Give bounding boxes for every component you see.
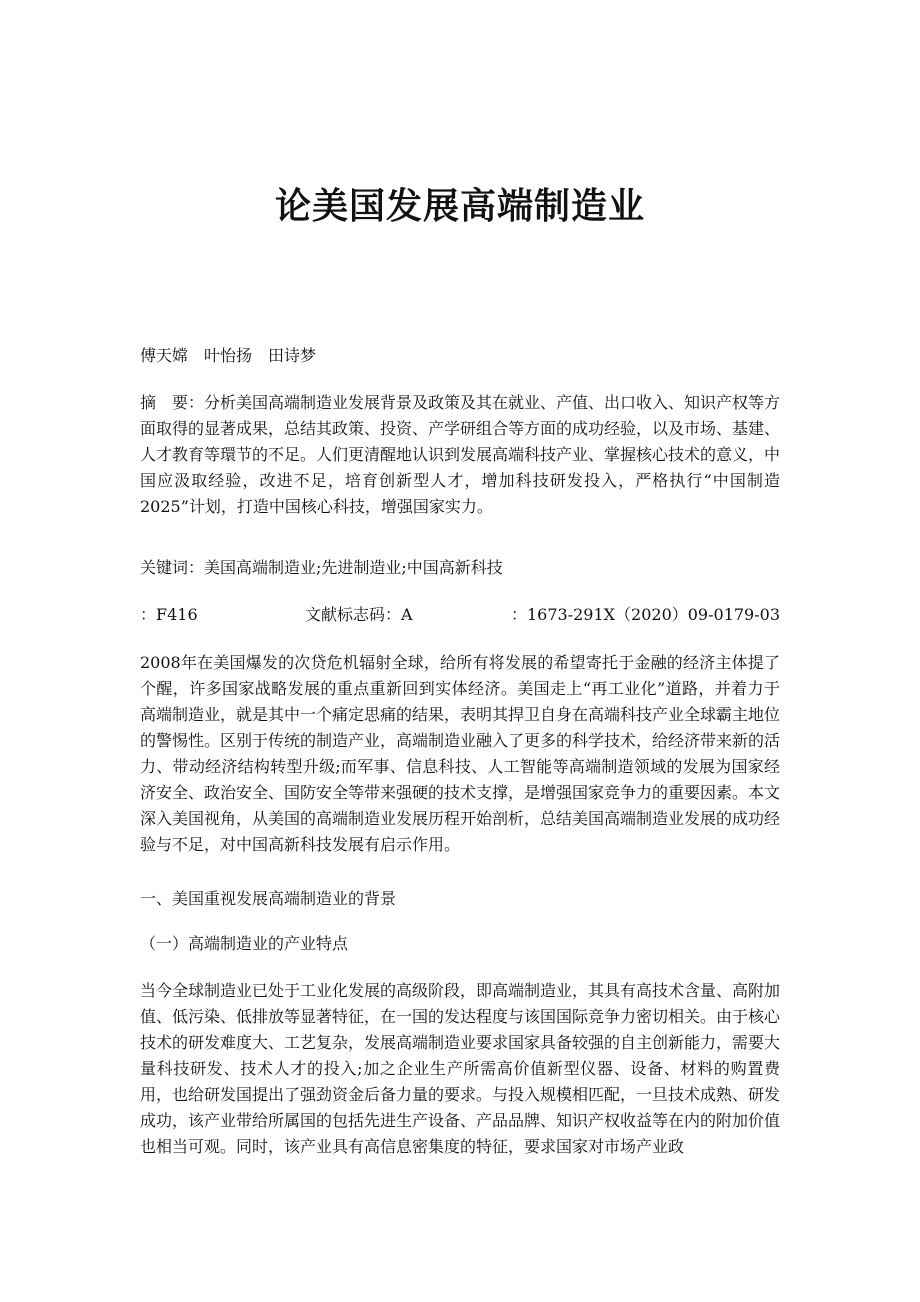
section-heading: 一、美国重视发展高端制造业的背景	[140, 889, 397, 908]
classification-line	[140, 602, 780, 628]
classification-number: ：F416	[140, 605, 198, 624]
keywords-line: 关键词：美国高端制造业;先进制造业;中国高新科技	[140, 558, 503, 577]
document-title: 论美国发展高端制造业	[274, 186, 645, 227]
author-list: 傅天嫦 叶怡扬 田诗梦	[140, 346, 317, 365]
body-paragraph: 当今全球制造业已处于工业化发展的高级阶段，即高端制造业，其具有高技术含量、高附加值、低污染、低排放等显著特征，在一国的发达程度与该国国际竞争力密切相关。由于核心技术的研发难度大、工艺复杂，发展高端制造业要求国家具备较强的自主创新能力，需要大量科技研发、技术人才的投入;加之企业生产所需高价值新型仪器、设备、材料的购置费用，也给研发国提出了强劲资金后备力量的要求。与投入规模相匹配，一旦技术成熟、研发成功，该产业带给所属国的包括先进生产设备、产品品牌、知识产权收益等在内的附加价值也相当可观。同时，该产业具有高信息密集度的特征，要求国家对市场产业政	[140, 981, 781, 1156]
abstract-paragraph: 摘 要：分析美国高端制造业发展背景及政策及其在就业、产值、出口收入、知识产权等方面取得的显著成果，总结其政策、投资、产学研组合等方面的成功经验，以及市场、基建、人才教育等環节的不足。人们更清醒地认识到发展高端科技产业、掌握核心技术的意义，中国应汲取经验，改进不足，培育创新型人才，增加科技研发投入，严格执行“中国制造2025”计划，打造中国核心科技，增强国家实力。	[140, 393, 781, 516]
document-code: 文献标志码：A	[305, 605, 413, 624]
intro-paragraph: 2008年在美国爆发的次贷危机辐射全球，给所有将发展的希望寄托于金融的经济主体提了个醒，许多国家战略发展的重点重新回到实体经济。美国走上“再工业化”道路，并着力于高端制造业，就是其中一个痛定思痛的结果，表明其捍卫自身在高端科技产业全球霸主地位的警惕性。区别于传统的制造产业，高端制造业融入了更多的科学技术，给经济带来新的活力、带动经济结构转型升级;而军事、信息科技、人工智能等高端制造领域的发展为国家经济安全、政治安全、国防安全等带来强硬的技术支撑，是增强国家竞争力的重要因素。本文深入美国视角，从美国的高端制造业发展历程开始剖析，总结美国高端制造业发展的成功经验与不足，对中国高新科技发展有启示作用。	[140, 653, 781, 854]
subsection-heading: （一）高端制造业的产业特点	[140, 934, 349, 953]
article-number: ：1673-291X（2020）09-0179-03	[510, 605, 780, 624]
